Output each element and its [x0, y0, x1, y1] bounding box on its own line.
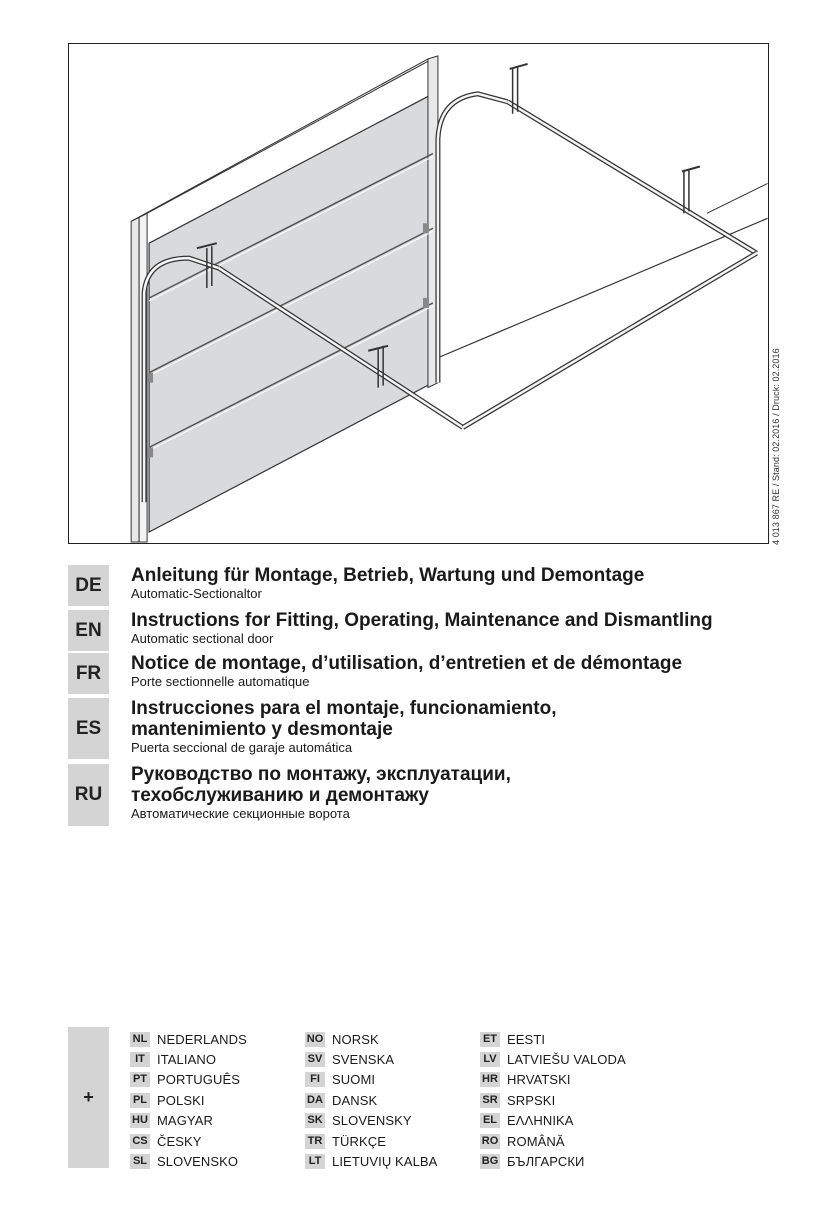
list-item — [130, 1049, 247, 1069]
list-item — [305, 1090, 437, 1110]
language-name: PORTUGUÊS — [157, 1072, 241, 1088]
language-code: LV — [480, 1052, 500, 1067]
manual-title: Anleitung für Montage, Betrieb, Wartung und Demontage — [131, 565, 645, 586]
list-item — [480, 1049, 626, 1069]
language-name: LIETUVIŲ KALBA — [332, 1154, 438, 1170]
language-badge: ES — [68, 698, 109, 759]
language-column-3 — [480, 1029, 626, 1172]
language-code: BG — [481, 1155, 499, 1168]
list-item — [305, 1151, 437, 1171]
language-badge: FR — [68, 653, 109, 694]
language-code: SL — [130, 1154, 150, 1169]
list-item — [305, 1111, 437, 1131]
language-badge: EN — [68, 610, 109, 651]
language-name: LATVIEŠU VALODA — [507, 1052, 626, 1068]
list-item — [130, 1111, 247, 1131]
language-code: HU — [130, 1113, 150, 1128]
manual-title: Instructions for Fitting, Operating, Maintenance and Dismantling — [131, 610, 713, 631]
language-name: SRPSKI — [507, 1092, 556, 1108]
language-column-1 — [130, 1029, 247, 1172]
manual-title: Instrucciones para el montaje, funcionamiento, — [131, 698, 557, 719]
language-name: DANSK — [332, 1092, 378, 1108]
language-code: LT — [305, 1154, 325, 1169]
language-code: CS — [130, 1134, 150, 1149]
language-name: SUOMI — [332, 1072, 376, 1088]
list-item — [305, 1070, 437, 1090]
language-code: HR — [480, 1072, 500, 1087]
list-item — [480, 1070, 626, 1090]
language-code: TR — [305, 1134, 325, 1149]
list-item — [130, 1151, 247, 1171]
list-item — [480, 1111, 626, 1131]
manual-title: Notice de montage, d’utilisation, d’entretien et de démontage — [131, 653, 683, 674]
language-code: RO — [481, 1134, 499, 1147]
language-code: ET — [480, 1032, 500, 1047]
language-code: IT — [130, 1052, 150, 1067]
list-item — [130, 1029, 247, 1049]
language-code: DA — [305, 1093, 325, 1108]
language-code: FI — [305, 1072, 325, 1087]
list-item — [480, 1151, 626, 1171]
language-badge: RU — [68, 764, 109, 826]
language-name: SLOVENSKY — [332, 1113, 412, 1129]
language-name: БЪЛГАРСКИ — [507, 1154, 585, 1170]
product-subtitle: Puerta seccional de garaje automática — [131, 740, 353, 755]
product-subtitle: Автоматические секционные ворота — [131, 806, 350, 821]
language-code: EL — [480, 1113, 500, 1128]
language-name: NORSK — [332, 1031, 379, 1047]
product-subtitle: Automatic-Sectionaltor — [131, 586, 262, 601]
list-item — [130, 1070, 247, 1090]
list-item — [305, 1029, 437, 1049]
document-code: 4 013 867 RE / Stand: 02.2016 / Druck: 02.2016 — [771, 348, 781, 545]
list-item — [130, 1131, 247, 1151]
language-name: ROMÂNĂ — [507, 1133, 565, 1149]
list-item — [305, 1131, 437, 1151]
language-code: NL — [130, 1032, 150, 1047]
garage-door-illustration — [68, 43, 769, 544]
product-subtitle: Porte sectionnelle automatique — [131, 674, 310, 689]
more-languages-plus: + — [68, 1027, 109, 1168]
language-name: EESTI — [507, 1031, 546, 1047]
product-subtitle: Automatic sectional door — [131, 631, 274, 646]
language-badge: DE — [68, 565, 109, 606]
language-name: ČESKY — [157, 1133, 202, 1149]
list-item — [480, 1090, 626, 1110]
language-code: SV — [305, 1052, 325, 1067]
language-code: SR — [480, 1093, 500, 1108]
language-name: POLSKI — [157, 1092, 205, 1108]
language-code: SK — [305, 1113, 325, 1128]
list-item — [480, 1131, 626, 1151]
language-name: SVENSKA — [332, 1052, 395, 1068]
language-name: NEDERLANDS — [157, 1031, 247, 1047]
list-item — [480, 1029, 626, 1049]
language-name: TÜRKÇE — [332, 1133, 387, 1149]
manual-title: Руководство по монтажу, эксплуатации, — [131, 764, 511, 785]
list-item — [130, 1090, 247, 1110]
language-code: NO — [306, 1032, 324, 1045]
manual-title-line-2: техобслуживанию и демонтажу — [131, 785, 429, 806]
language-name: HRVATSKI — [507, 1072, 571, 1088]
language-name: ΕΛΛΗΝΙΚΑ — [507, 1113, 574, 1129]
manual-title-line-2: mantenimiento y desmontaje — [131, 719, 393, 740]
language-column-2 — [305, 1029, 437, 1172]
language-name: SLOVENSKO — [157, 1154, 239, 1170]
language-name: ITALIANO — [157, 1052, 217, 1068]
language-code: PL — [130, 1093, 150, 1108]
language-code: PT — [130, 1072, 150, 1087]
language-name: MAGYAR — [157, 1113, 213, 1129]
list-item — [305, 1049, 437, 1069]
